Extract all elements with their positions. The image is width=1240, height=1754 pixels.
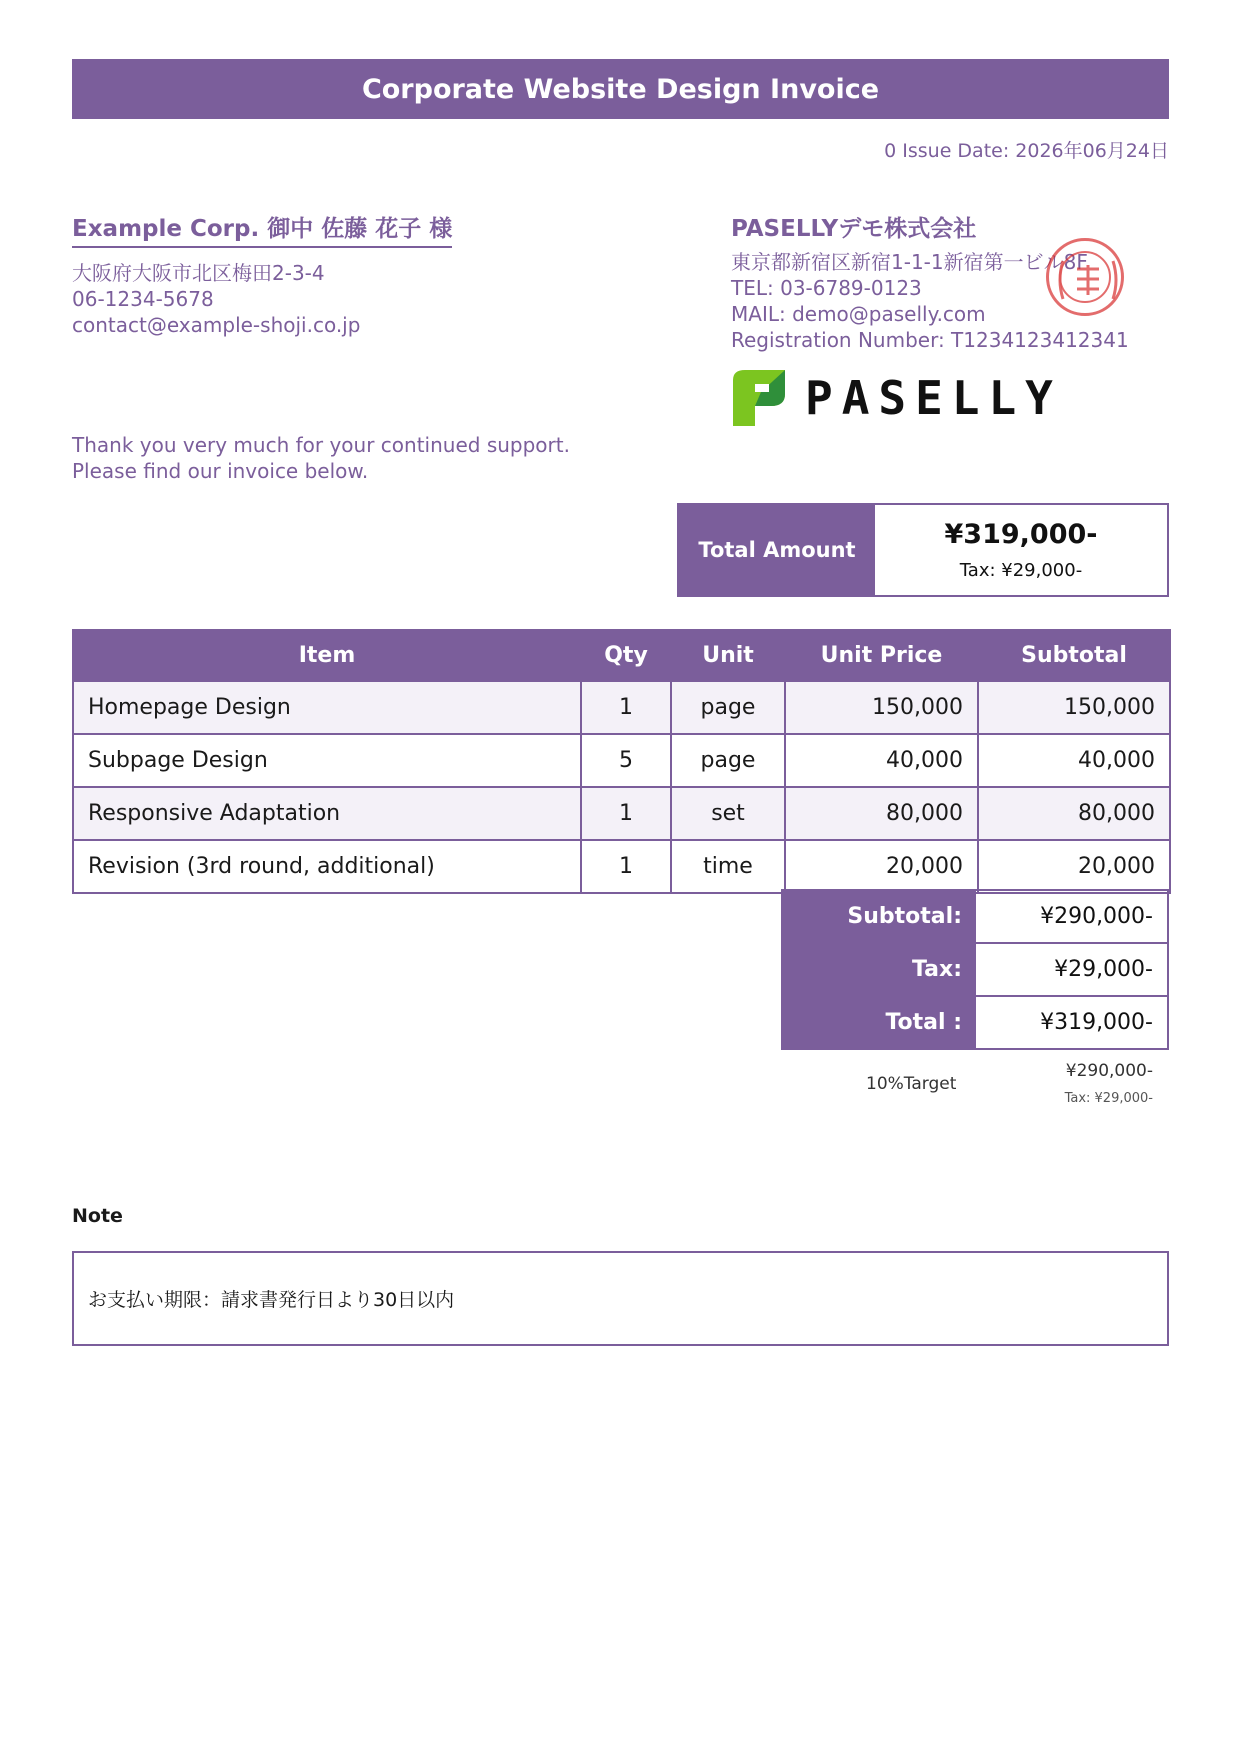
client-block <box>72 210 632 338</box>
company-seal-stamp <box>1046 238 1124 316</box>
cell-unit: set <box>671 787 785 840</box>
summary-total-value: ¥319,000- <box>975 996 1168 1049</box>
cell-item: Responsive Adaptation <box>73 787 581 840</box>
greeting-line-1: Thank you very much for your continued support. <box>72 433 570 457</box>
table-row <box>73 787 1170 840</box>
column-header-subtotal: Subtotal <box>978 630 1170 681</box>
cell-unit-price: 20,000 <box>785 840 978 893</box>
table-row <box>73 734 1170 787</box>
company-name: PASELLYデモ株式会社 <box>731 216 977 242</box>
summary-table <box>781 889 1169 1050</box>
summary-tax-label: Tax: <box>782 943 975 996</box>
issue-date: 0 Issue Date: 2026年06月24日 <box>884 140 1169 162</box>
line-items-table <box>72 629 1171 894</box>
column-header-item: Item <box>73 630 581 681</box>
client-phone: 06-1234-5678 <box>72 287 214 311</box>
total-amount-value-cell <box>875 505 1167 595</box>
summary-subtotal-value: ¥290,000- <box>975 890 1168 943</box>
cell-unit: time <box>671 840 785 893</box>
cell-unit: page <box>671 734 785 787</box>
tax-breakdown-amount: ¥290,000- <box>1065 1061 1153 1081</box>
cell-subtotal: 40,000 <box>978 734 1170 787</box>
total-amount-tax: Tax: ¥29,000- <box>959 560 1083 581</box>
logo-wordmark: PASELLY <box>805 371 1062 425</box>
summary-tax-row <box>782 943 1168 996</box>
cell-qty: 5 <box>581 734 671 787</box>
summary-subtotal-row <box>782 890 1168 943</box>
company-logo <box>731 368 1062 428</box>
note-box <box>72 1251 1169 1346</box>
note-title: Note <box>72 1205 123 1227</box>
company-tel: TEL: 03-6789-0123 <box>731 276 922 300</box>
cell-unit-price: 40,000 <box>785 734 978 787</box>
cell-unit: page <box>671 681 785 734</box>
total-amount-box <box>677 503 1169 597</box>
greeting-line-2: Please find our invoice below. <box>72 459 369 483</box>
cell-item: Homepage Design <box>73 681 581 734</box>
tax-breakdown-label: 10%Target <box>866 1074 957 1094</box>
paselly-leaf-icon <box>731 368 787 428</box>
summary-total-row <box>782 996 1168 1049</box>
cell-unit-price: 80,000 <box>785 787 978 840</box>
cell-qty: 1 <box>581 787 671 840</box>
table-row <box>73 840 1170 893</box>
seal-glyphs-icon <box>1049 241 1127 319</box>
cell-subtotal: 150,000 <box>978 681 1170 734</box>
cell-subtotal: 80,000 <box>978 787 1170 840</box>
company-address: 東京都新宿区新宿1-1-1新宿第一ビル8F <box>731 250 1088 274</box>
summary-tax-value: ¥29,000- <box>975 943 1168 996</box>
cell-item: Subpage Design <box>73 734 581 787</box>
cell-subtotal: 20,000 <box>978 840 1170 893</box>
total-amount-label: Total Amount <box>679 505 875 595</box>
cell-qty: 1 <box>581 840 671 893</box>
client-email: contact@example-shoji.co.jp <box>72 313 361 337</box>
summary-total-label: Total : <box>782 996 975 1049</box>
cell-qty: 1 <box>581 681 671 734</box>
table-row <box>73 681 1170 734</box>
table-header-row <box>73 630 1170 681</box>
greeting <box>72 432 570 484</box>
note-text: お支払い期限：請求書発行日より30日以内 <box>88 1289 455 1311</box>
column-header-qty: Qty <box>581 630 671 681</box>
cell-item: Revision (3rd round, additional) <box>73 840 581 893</box>
company-mail: MAIL: demo@paselly.com <box>731 302 986 326</box>
cell-unit-price: 150,000 <box>785 681 978 734</box>
total-amount-value: ¥319,000- <box>944 519 1098 550</box>
invoice-title: Corporate Website Design Invoice <box>72 59 1169 119</box>
client-name: Example Corp. 御中 佐藤 花子 様 <box>72 210 452 248</box>
column-header-unit-price: Unit Price <box>785 630 978 681</box>
client-address: 大阪府大阪市北区梅田2-3-4 <box>72 261 325 285</box>
company-registration: Registration Number: T1234123412341 <box>731 328 1129 352</box>
summary-subtotal-label: Subtotal: <box>782 890 975 943</box>
tax-breakdown-tax: Tax: ¥29,000- <box>1064 1091 1153 1106</box>
column-header-unit: Unit <box>671 630 785 681</box>
